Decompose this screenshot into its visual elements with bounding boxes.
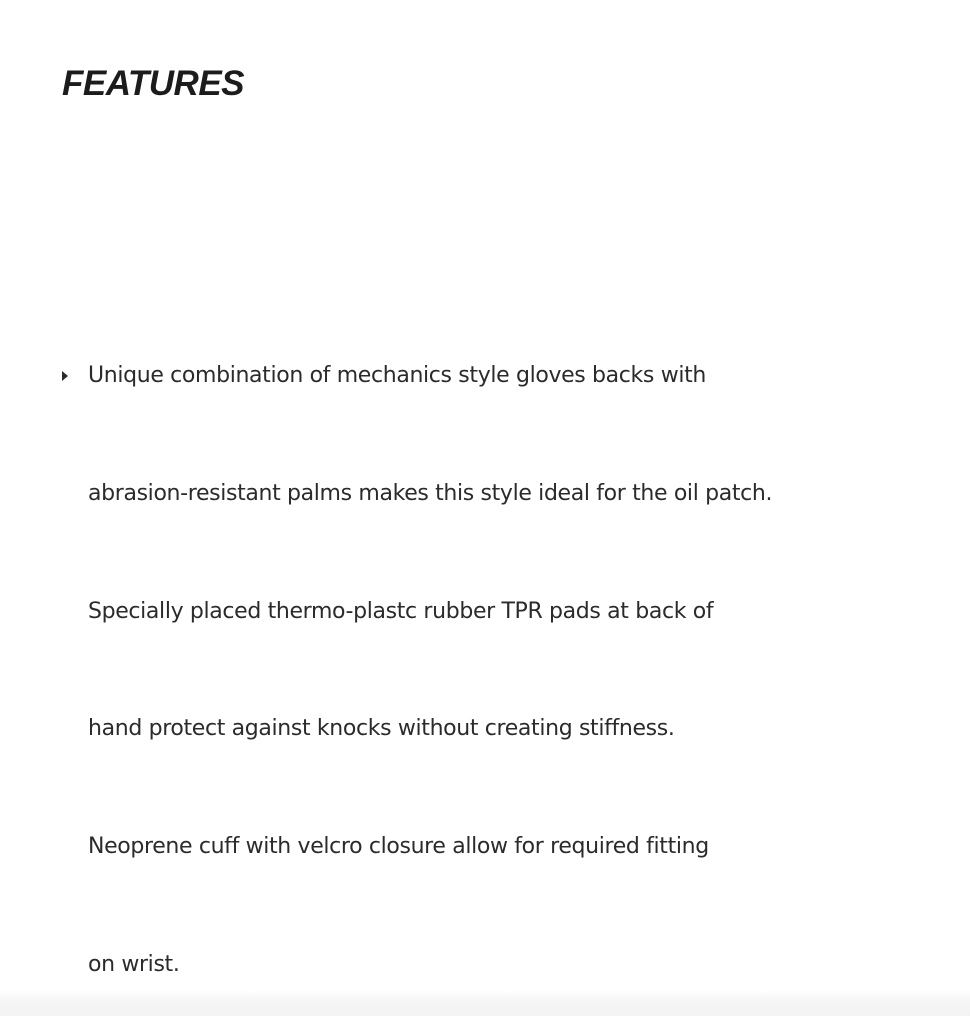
features-list: [62, 359, 922, 982]
feature-text-line: Unique combination of mechanics style gloves backs with: [88, 363, 706, 388]
features-heading: FEATURES: [62, 64, 245, 103]
feature-text-line: hand protect against knocks without creating stiffness.: [88, 716, 675, 742]
feature-text-line: abrasion-resistant palms makes this style ideal for the oil patch.: [88, 480, 773, 506]
feature-text-line: Neoprene cuff with velcro closure allow for required fitting: [88, 834, 709, 860]
feature-text-line: Specially placed thermo-plastc rubber TPR pads at back of: [88, 598, 714, 624]
feature-text-line: on wrist.: [88, 951, 180, 977]
bullet-icon: [62, 371, 68, 381]
list-item: [62, 359, 922, 982]
